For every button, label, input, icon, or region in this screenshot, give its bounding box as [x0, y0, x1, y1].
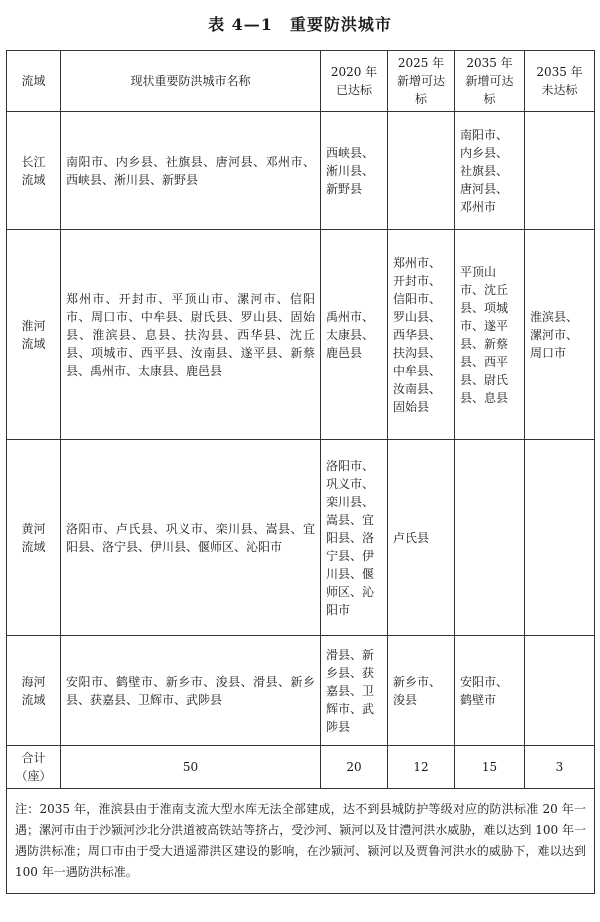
- y2020-cell: 禹州市、太康县、鹿邑县: [321, 230, 388, 440]
- y2035-not-cell: [525, 112, 595, 230]
- basin-cell: 淮河 流域: [7, 230, 61, 440]
- names-cell: 安阳市、鹤壁市、新乡市、浚县、滑县、新乡县、获嘉县、卫辉市、武陟县: [61, 636, 321, 746]
- y2020-cell: 西峡县、淅川县、新野县: [321, 112, 388, 230]
- total-row: [7, 746, 595, 789]
- y2035-new-cell: 南阳市、内乡县、社旗县、唐河县、邓州市: [455, 112, 525, 230]
- y2035-new-cell: [455, 440, 525, 636]
- header-2035-not: 2035 年 未达标: [525, 51, 595, 112]
- y2035-not-cell: 淮滨县、漯河市、周口市: [525, 230, 595, 440]
- header-2020: 2020 年 已达标: [321, 51, 388, 112]
- total-2035-not: 3: [525, 746, 595, 789]
- header-2025: 2025 年 新增可达标: [388, 51, 455, 112]
- table-row: [7, 112, 595, 230]
- total-2020: 20: [321, 746, 388, 789]
- total-2035-new: 15: [455, 746, 525, 789]
- y2035-new-cell: 平顶山市、沈丘县、项城市、遂平县、新蔡县、西平县、尉氏县、息县: [455, 230, 525, 440]
- table-title: 表 4—1 重要防洪城市: [208, 15, 392, 34]
- total-label: 合计 （座）: [7, 746, 61, 789]
- header-row: [7, 51, 595, 112]
- basin-cell: 黄河 流域: [7, 440, 61, 636]
- y2035-new-cell: 安阳市、鹤壁市: [455, 636, 525, 746]
- table-row: [7, 230, 595, 440]
- basin-cell: 长江 流域: [7, 112, 61, 230]
- y2025-cell: 新乡市、浚县: [388, 636, 455, 746]
- header-2035-new: 2035 年 新增可达标: [455, 51, 525, 112]
- y2025-cell: 卢氏县: [388, 440, 455, 636]
- table-note: 注：2035 年，淮滨县由于淮南支流大型水库无法全部建成，达不到县城防护等级对应的防洪标准 20 年一遇；漯河市由于沙颍河沙北分洪道被高铁站等挤占，受沙河、颍河以及甘澧河洪水威胁，难以达到 100 年一遇防洪标准；周口市由于受大逍遥滞洪区建设的影响，在沙颍河、颍河以及贾鲁河洪水的威胁下，难以达到 100 年一遇防洪标准。: [7, 789, 595, 894]
- note-row: [7, 789, 595, 894]
- total-names: 50: [61, 746, 321, 789]
- y2035-not-cell: [525, 636, 595, 746]
- header-basin: 流域: [7, 51, 61, 112]
- names-cell: 郑州市、开封市、平顶山市、漯河市、信阳市、周口市、中牟县、尉氏县、罗山县、固始县、淮滨县、息县、扶沟县、西华县、沈丘县、项城市、西平县、汝南县、遂平县、新蔡县、禹州市、太康县、鹿邑县: [61, 230, 321, 440]
- basin-cell: 海河 流域: [7, 636, 61, 746]
- y2020-cell: 洛阳市、巩义市、栾川县、嵩县、宜阳县、洛宁县、伊川县、偃师区、沁阳市: [321, 440, 388, 636]
- table-row: [7, 636, 595, 746]
- total-2025: 12: [388, 746, 455, 789]
- header-names: 现状重要防洪城市名称: [61, 51, 321, 112]
- y2020-cell: 滑县、新乡县、获嘉县、卫辉市、武陟县: [321, 636, 388, 746]
- names-cell: 洛阳市、卢氏县、巩义市、栾川县、嵩县、宜阳县、洛宁县、伊川县、偃师区、沁阳市: [61, 440, 321, 636]
- table-row: [7, 440, 595, 636]
- y2025-cell: 郑州市、开封市、信阳市、罗山县、西华县、扶沟县、中牟县、汝南县、固始县: [388, 230, 455, 440]
- y2035-not-cell: [525, 440, 595, 636]
- flood-city-table: [6, 50, 595, 894]
- y2025-cell: [388, 112, 455, 230]
- names-cell: 南阳市、内乡县、社旗县、唐河县、邓州市、西峡县、淅川县、新野县: [61, 112, 321, 230]
